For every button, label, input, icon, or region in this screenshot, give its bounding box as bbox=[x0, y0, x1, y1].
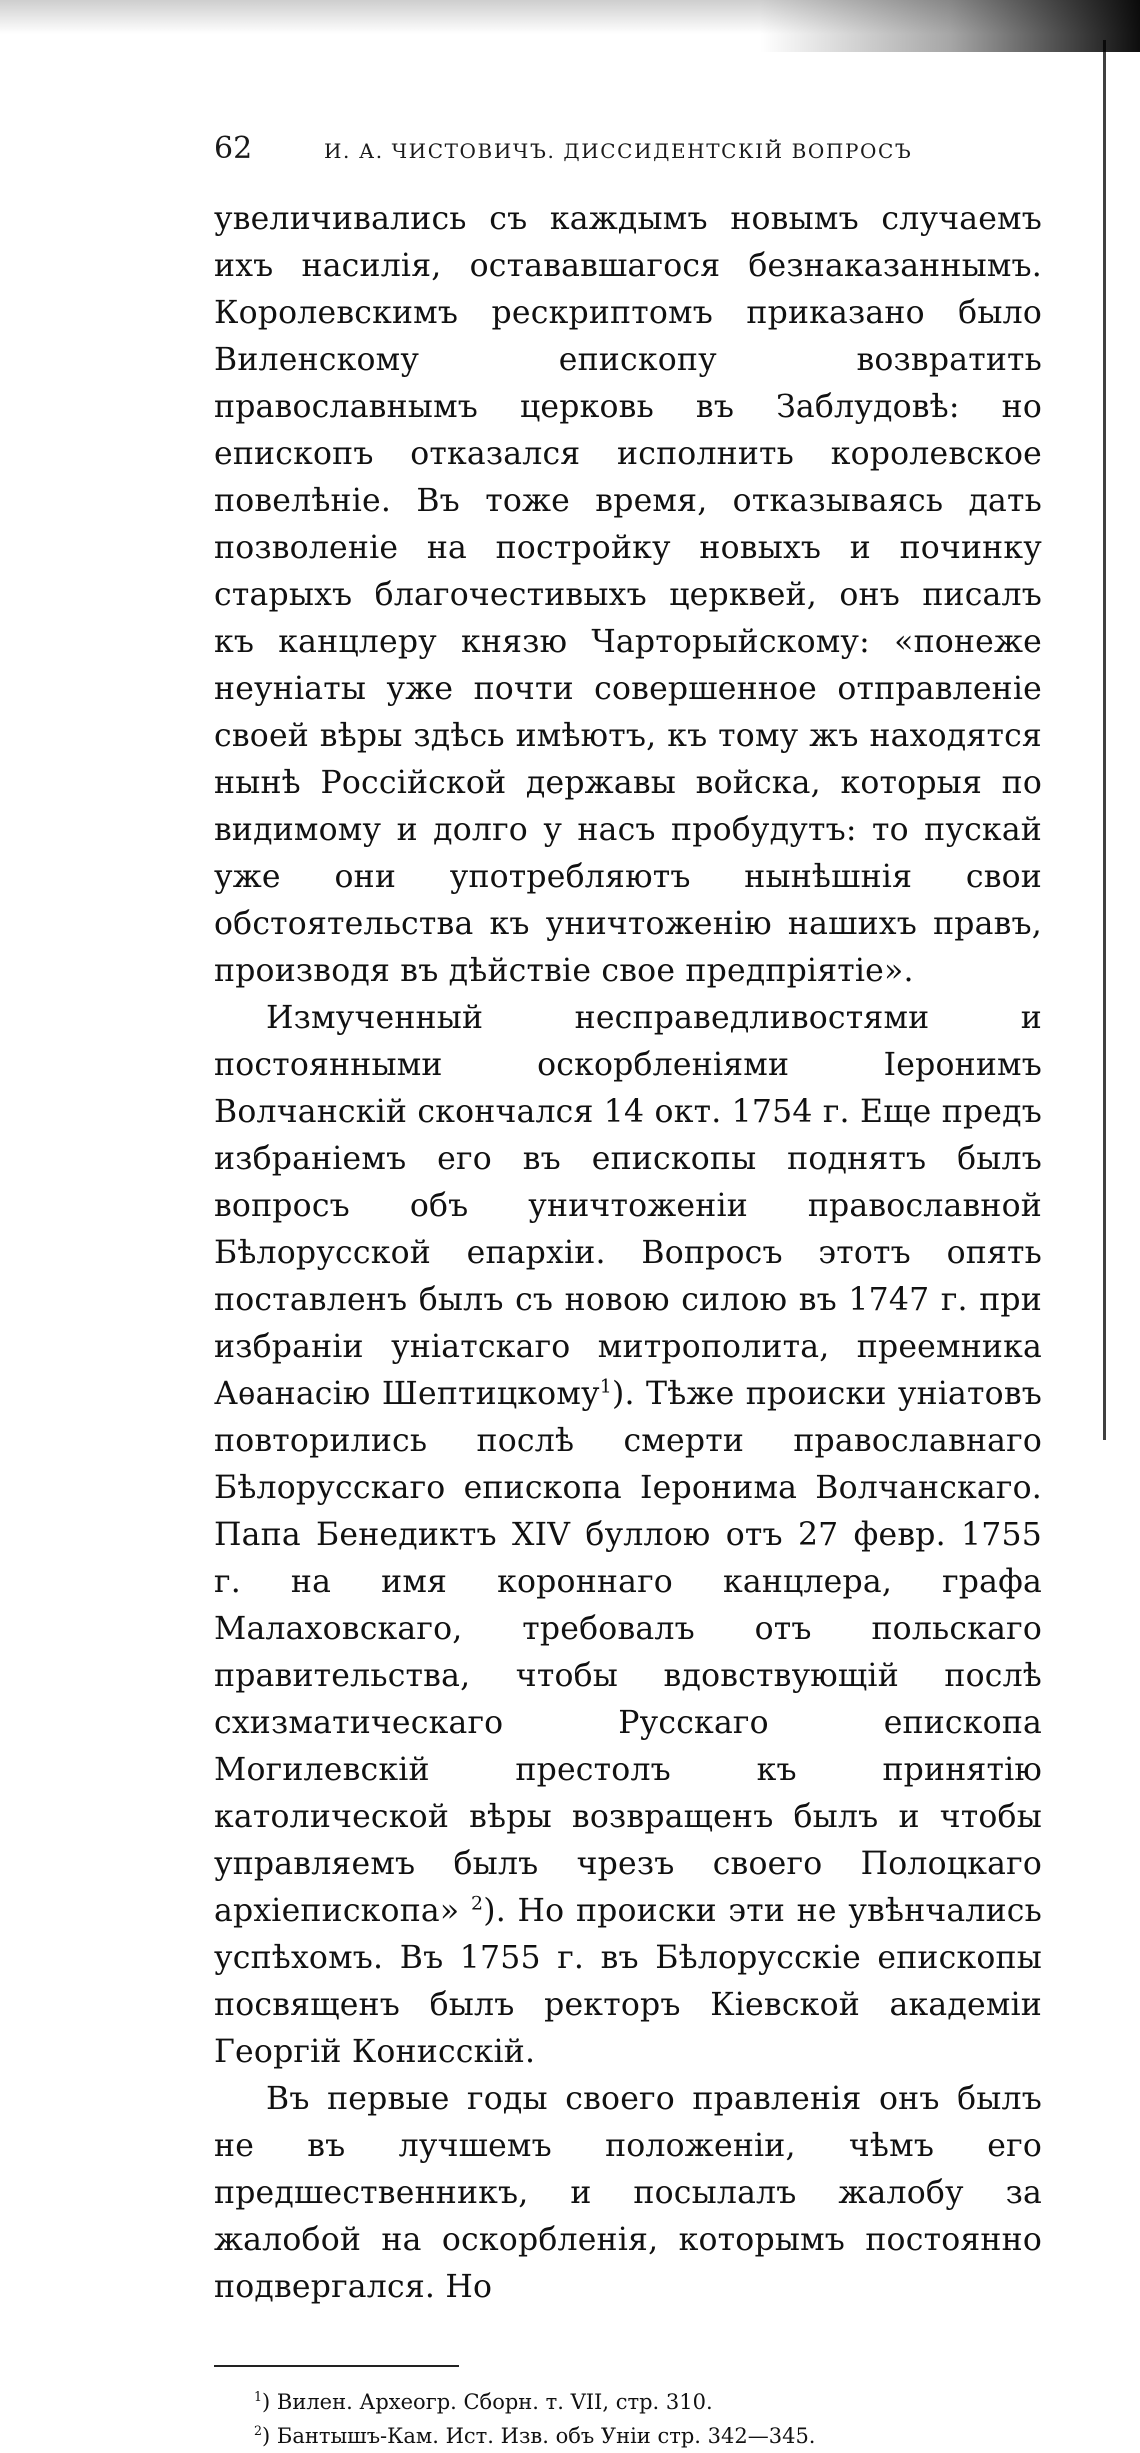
footnote-ref-2[interactable]: 2 bbox=[470, 1892, 484, 1915]
scan-top-right-dark-corner bbox=[760, 0, 1140, 52]
scan-right-edge-line bbox=[1103, 40, 1106, 1440]
footnote-ref-1[interactable]: 1 bbox=[599, 1375, 613, 1398]
footnote-1 bbox=[214, 2385, 1042, 2419]
footnotes bbox=[214, 2385, 1042, 2453]
paragraph-2-ending: Но происки эти не увѣнчались успѣхомъ. Въ 1755 г. въ Бѣлорусскіе епископы посвященъ былъ ректоръ Кіевской академіи Георгій Конисскій. bbox=[214, 1893, 1042, 2070]
paragraph-2-continuation: Тѣже происки уніатовъ повторились послѣ смерти православнаго Бѣлорусскаго епископа Іеронима Волчанскаго. Папа Бенедиктъ XIV буллою отъ 27 февр. 1755 г. на имя короннаго канцлера, графа Малаховскаго, требовалъ отъ польскаго правительства, чтобы вдовствующій послѣ схизматическаго Русскаго епископа Могилевскій престолъ къ принятію католической вѣры возвращенъ былъ и чтобы управляемъ былъ чрезъ своего Полоцкаго архіепископа» bbox=[214, 1376, 1042, 1929]
footnote-marker-2: 2 bbox=[254, 2423, 263, 2438]
main-text bbox=[214, 196, 1042, 2311]
paragraph-1: увеличивались съ каждымъ новымъ случаемъ ихъ насилія, остававшагося безнаказаннымъ. Королевскимъ рескриптомъ приказано было Виленскому епископу возвратить православнымъ церковь въ Заблудовѣ: но епископъ отказался исполнить королевское повелѣніе. Въ тоже время, отказываясь дать позволеніе на постройку новыхъ и починку старыхъ благочестивыхъ церквей, онъ писалъ къ канцлеру князю Чарторыйскому: «понеже неуніаты уже почти совершенное отправленіе своей вѣры здѣсь имѣютъ, къ тому жъ находятся нынѣ Россійской державы войска, которыя по видимому и долго у насъ пробудутъ: то пускай уже они употребляютъ нынѣшнія свои обстоятельства къ уничтоженію нашихъ правъ, производя въ дѣйствіе свое предпріятіе». bbox=[214, 201, 1042, 989]
paragraph-2: Измученный несправедливостями и постоянными оскорбленіями Іеронимъ Волчанскій скончался 14 окт. 1754 г. Еще предъ избраніемъ его въ епископы поднятъ былъ вопросъ объ уничтоженіи православной Бѣлорусской епархіи. Вопросъ этотъ опять поставленъ былъ съ новою силою въ 1747 г. при избраніи уніатскаго митрополита, преемника Аѳанасію Шептицкому$^1$). Тѣже происки уніатовъ повторились послѣ смерти православнаго Бѣлорусскаго епископа Іеронима Волчанскаго. Папа Бенедиктъ XIV буллою отъ 27 февр. 1755 г. на имя короннаго канцлера, графа Малаховскаго, требовалъ отъ польскаго правительства, чтобы вдовствующій послѣ схизматическаго Русскаго епископа Могилевскій престолъ къ принятію католической вѣры возвращенъ былъ и чтобы управляемъ былъ чрезъ своего Полоцкаго архіепископа» $^2$). Но происки эти не увѣнчались успѣхомъ. Въ 1755 г. въ Бѣлорусскіе епископы посвященъ былъ ректоръ Кіевской академіи Георгій Конисскій. bbox=[214, 1000, 1042, 2070]
footnote-marker-1: 1 bbox=[254, 2389, 263, 2404]
book-page bbox=[214, 132, 1042, 2453]
page-number: 62 bbox=[214, 131, 253, 166]
running-title: И. А. ЧИСТОВИЧЪ. ДИССИДЕНТСКІЙ ВОПРОСЪ bbox=[324, 139, 913, 163]
footnote-2 bbox=[214, 2419, 1042, 2453]
paragraph-2-text: Измученный несправедливостями и постоянными оскорбленіями Іеронимъ Волчанскій скончался 14 окт. 1754 г. Еще предъ избраніемъ его въ епископы поднятъ былъ вопросъ объ уничтоженіи православной Бѣлорусской епархіи. Вопросъ этотъ опять поставленъ былъ съ новою силою въ 1747 г. при избраніи уніатскаго митрополита, преемника Аѳанасію Шептицкому bbox=[214, 1000, 1042, 1412]
paragraph-3: Въ первые годы своего правленія онъ былъ не въ лучшемъ положеніи, чѣмъ его предшественникъ, и посылалъ жалобу за жалобой на оскорбленія, которымъ постоянно подвергался. Но bbox=[214, 2081, 1042, 2305]
page-header bbox=[214, 132, 1042, 178]
footnote-text-1: ) Вилен. Археогр. Сборн. т. VII, стр. 310. bbox=[262, 2390, 713, 2414]
footnote-divider bbox=[214, 2365, 459, 2367]
footnote-text-2: ) Бантышъ-Кам. Ист. Изв. объ Уніи стр. 342—345. bbox=[262, 2424, 816, 2448]
